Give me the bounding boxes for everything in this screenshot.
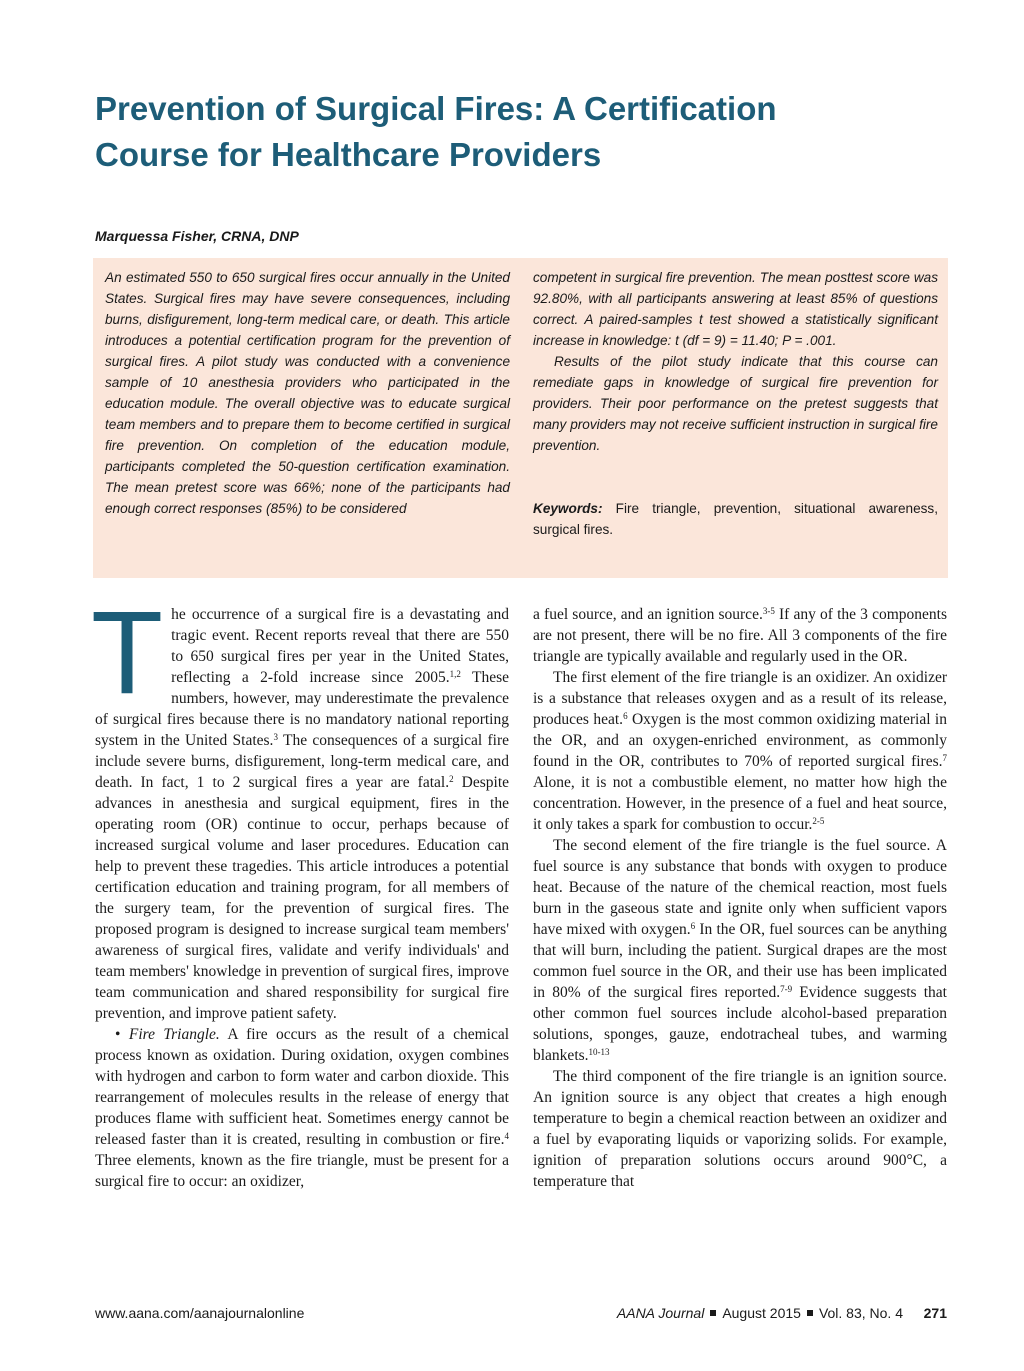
body-paragraph: [533, 835, 947, 1066]
author-byline: Marquessa Fisher, CRNA, DNP: [95, 228, 299, 244]
body-right-column: [533, 604, 947, 1192]
body-text: Alone, it is not a combustible element, no matter how high the concentration. However, in the presence of a fuel and heat source, it only takes a spark for combustion to occur.: [533, 774, 947, 833]
body-paragraph: [533, 667, 947, 835]
keywords-label: Keywords:: [533, 501, 603, 516]
bullet: •: [115, 1026, 121, 1043]
separator-square-icon: [710, 1310, 716, 1316]
body-text: These numbers, however, may underestimate the prevalence of surgical fires because there is no mandatory national reporting system in the United States.: [95, 669, 510, 749]
journal-citation: [617, 1305, 903, 1321]
body-text: he occurrence of a surgical fire is a devastating and tragic event. Recent reports reveal that there are 550 to 650 surgical fires per year in the United States, reflecting a 2-fold increase since 2005.: [171, 606, 509, 686]
volume-issue: Vol. 83, No. 4: [818, 1305, 903, 1321]
body-text: Evidence suggests that other common fuel sources include alcohol-based preparation solutions, sponges, gauze, endotracheal tubes, and warming blankets.: [533, 984, 947, 1064]
body-text: If any of the 3 components are not present, there will be no fire. All 3 components of the fire triangle are typically available and regularly used in the OR.: [533, 606, 947, 665]
citation: 10-13: [588, 1047, 610, 1057]
abstract-text-left: An estimated 550 to 650 surgical fires occur annually in the United States. Surgical fires may have severe consequences, including burns, disfigurement, long-term medical care, or death. This article introduces a potential certification program for the prevention of surgical fires. A pilot study was conducted with a convenience sample of 10 anesthesia providers who participated in the education module. The overall objective was to educate surgical team members and to prepare them to become certified in surgical fire prevention. On completion of the education module, participants completed the 50-question certification examination. The mean pretest score was 66%; none of the participants had enough correct responses (85%) to be considered: [105, 270, 510, 516]
citation: 3-5: [762, 606, 775, 616]
abstract-left-column: [105, 267, 510, 519]
keywords-list: Fire triangle, prevention, situational awareness, surgical fires.: [533, 501, 938, 537]
body-text: The second element of the fire triangle is the fuel source. A fuel source is any substance that bonds with oxygen to produce heat. Because of the nature of the chemical reaction, most fuels burn in the gaseous state and ignite only when sufficient vapors have mixed with oxygen.: [533, 837, 947, 938]
body-text: a fuel source, and an ignition source.: [533, 606, 763, 623]
abstract-right-column: [533, 267, 938, 540]
keywords: [533, 498, 938, 540]
citation: 3: [273, 732, 278, 742]
body-text: The consequences of a surgical fire include severe burns, disfigurement, long-term medical care, and death. In fact, 1 to 2 surgical fires a year are fatal.: [95, 732, 509, 791]
title-line-1: Prevention of Surgical Fires: A Certification: [95, 90, 777, 127]
citation: 1,2: [449, 669, 461, 679]
journal-url[interactable]: www.aana.com/aanajournalonline: [95, 1305, 305, 1321]
issue-date: August 2015: [722, 1305, 801, 1321]
citation: 4: [504, 1131, 509, 1141]
page-footer: [95, 1305, 947, 1325]
body-text: Three elements, known as the fire triangle, must be present for a surgical fire to occur: an oxidizer,: [95, 1152, 509, 1190]
abstract-text-right-1: competent in surgical fire prevention. The mean posttest score was 92.80%, with all participants answering at least 85% of questions correct. A paired-samples t test showed a statistically significant increase in knowledge: t (df = 9) = 11.40; P = .001.: [533, 270, 938, 348]
separator-square-icon: [807, 1310, 813, 1316]
body-paragraph: [91, 587, 510, 1024]
drop-cap: T: [91, 587, 164, 719]
journal-name: AANA Journal: [616, 1305, 705, 1321]
citation: 7-9: [780, 984, 793, 994]
citation: 6: [623, 711, 628, 721]
citation: 2: [449, 774, 454, 784]
citation: 2-5: [812, 816, 825, 826]
citation: 6: [690, 921, 696, 931]
section-heading: Fire Triangle.: [128, 1026, 220, 1043]
body-text: A fire occurs as the result of a chemical process known as oxidation. During oxidation, oxygen combines with hydrogen and carbon to form water and carbon dioxide. This rearrangement of molecules results in the release of energy that produces flame with sufficient heat. Sometimes energy cannot be released faster than it is created, resulting in combustion or fire.: [95, 1026, 510, 1148]
body-text: The first element of the fire triangle is an oxidizer. An oxidizer is a substance that releases oxygen and as a result of its release, produces heat.: [533, 669, 947, 728]
abstract-text-right-2: Results of the pilot study indicate that this course can remediate gaps in knowledge of surgical fire prevention for providers. Their poor performance on the pretest suggests that many providers may not receive sufficient instruction in surgical fire prevention.: [533, 354, 938, 453]
body-paragraph: [533, 604, 947, 667]
body-text: Despite advances in anesthesia and surgical equipment, fires in the operating room (OR) continue to occur, perhaps because of increased surgical volume and laser procedures. Education can help to prevent these tragedies. This article introduces a potential certification education and training program, for all members of the surgery team, for the prevention of surgical fires. The proposed program is designed to increase surgical team members' awareness of surgical fires, validate and verify individuals' and team members' knowledge in prevention of surgical fires, improve team communication and shared responsibility for surgical fire prevention, and improve patient safety.: [95, 774, 510, 1022]
body-paragraph: [95, 1024, 509, 1192]
body-text: In the OR, fuel sources can be anything that will burn, including the patient. Surgical drapes are the most common fuel source in the OR, and their use has been implicated in 80% of the surgical fires reported.: [533, 921, 947, 1001]
citation: 7: [942, 753, 947, 763]
body-text: The third component of the fire triangle is an ignition source. An ignition source is any object that creates a high enough temperature to begin a chemical reaction between an oxidizer and a fuel by evaporating liquids or vaporizing solids. For example, ignition of preparation solutions occurs around 900°C, a temperature that: [533, 1068, 947, 1190]
article-title: [95, 86, 935, 178]
body-text: Oxygen is the most common oxidizing material in the OR, and an oxygen-enriched environment, as commonly found in the OR, contributes to 70% of reported surgical fires.: [533, 711, 947, 770]
body-paragraph: [533, 1066, 947, 1192]
title-line-2: Course for Healthcare Providers: [95, 136, 602, 173]
body-left-column: [91, 587, 510, 1192]
page-number: 271: [923, 1305, 947, 1321]
